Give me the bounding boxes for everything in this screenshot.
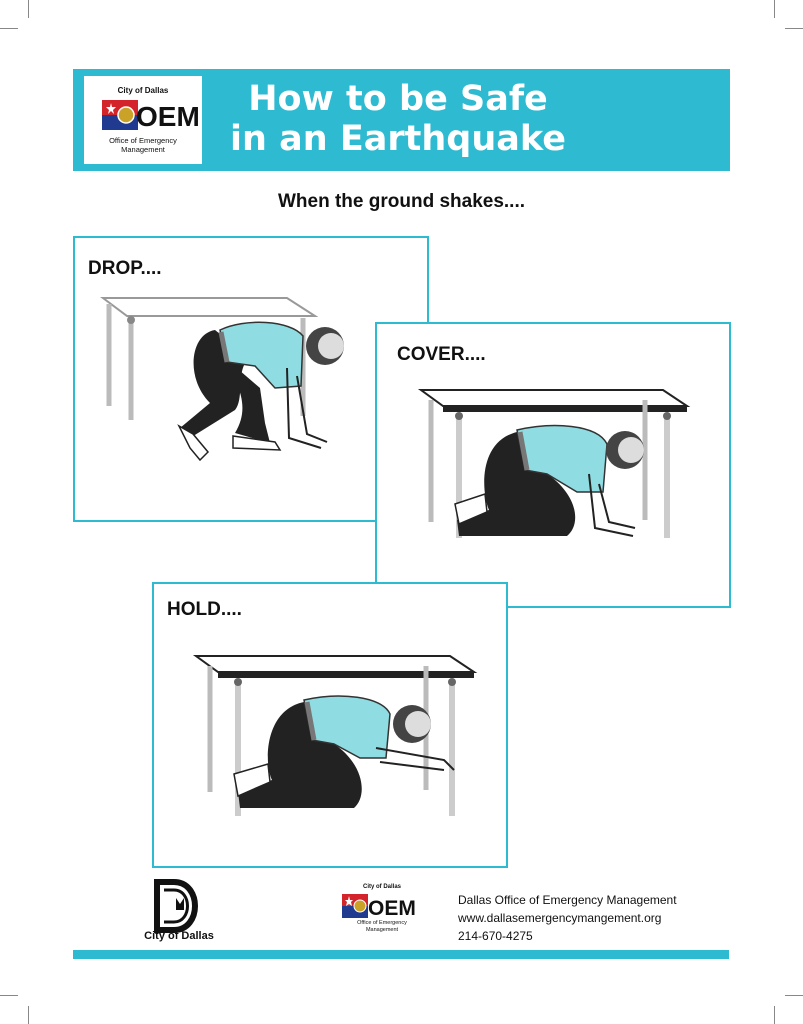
footer-oem-subtitle-line2: Management [365, 926, 399, 933]
crop-mark [774, 0, 775, 18]
header-banner [73, 69, 730, 171]
crop-mark [28, 1006, 29, 1024]
crop-mark [785, 995, 803, 996]
footer-oem-subtitle-line1: Office of Emergency [357, 920, 407, 926]
crop-mark [0, 995, 18, 996]
title-line2: in an Earthquake [230, 119, 566, 159]
logo-subtitle-line2: Management [121, 145, 165, 154]
crop-mark [0, 28, 18, 29]
logo-subtitle-line1: Office of Emergency [109, 136, 177, 145]
footer-bar [73, 950, 729, 959]
cover-illustration [377, 324, 731, 608]
contact-block [458, 891, 677, 945]
page-title [213, 79, 583, 159]
logo-subtitle [84, 136, 202, 154]
oem-flag-icon [102, 98, 202, 132]
footer-oem-mark: OEM [368, 897, 416, 919]
oem-logo [84, 76, 202, 164]
drop-label: DROP.... [88, 258, 162, 279]
hold-illustration [154, 584, 508, 868]
city-of-dallas-text: City of Dallas [144, 930, 214, 942]
page-subtitle: When the ground shakes.... [277, 191, 526, 212]
crop-mark [785, 28, 803, 29]
contact-org: Dallas Office of Emergency Management [458, 893, 677, 907]
logo-mark: OEM [136, 101, 200, 132]
contact-phone: 214-670-4275 [458, 929, 533, 943]
footer-oem-city: City of Dallas [362, 884, 401, 890]
logo-city-text: City of Dallas [117, 86, 169, 95]
cover-panel [375, 322, 731, 608]
footer-oem-subtitle [340, 920, 424, 933]
crop-mark [774, 1006, 775, 1024]
footer-oem-flag-icon [342, 893, 422, 919]
crop-mark [28, 0, 29, 18]
title-line1: How to be Safe [248, 79, 548, 119]
footer-oem-logo [340, 884, 424, 944]
hold-panel [152, 582, 508, 868]
contact-website[interactable]: www.dallasemergencymangement.org [458, 911, 662, 925]
hold-label: HOLD.... [167, 599, 242, 620]
cover-label: COVER.... [397, 344, 486, 365]
